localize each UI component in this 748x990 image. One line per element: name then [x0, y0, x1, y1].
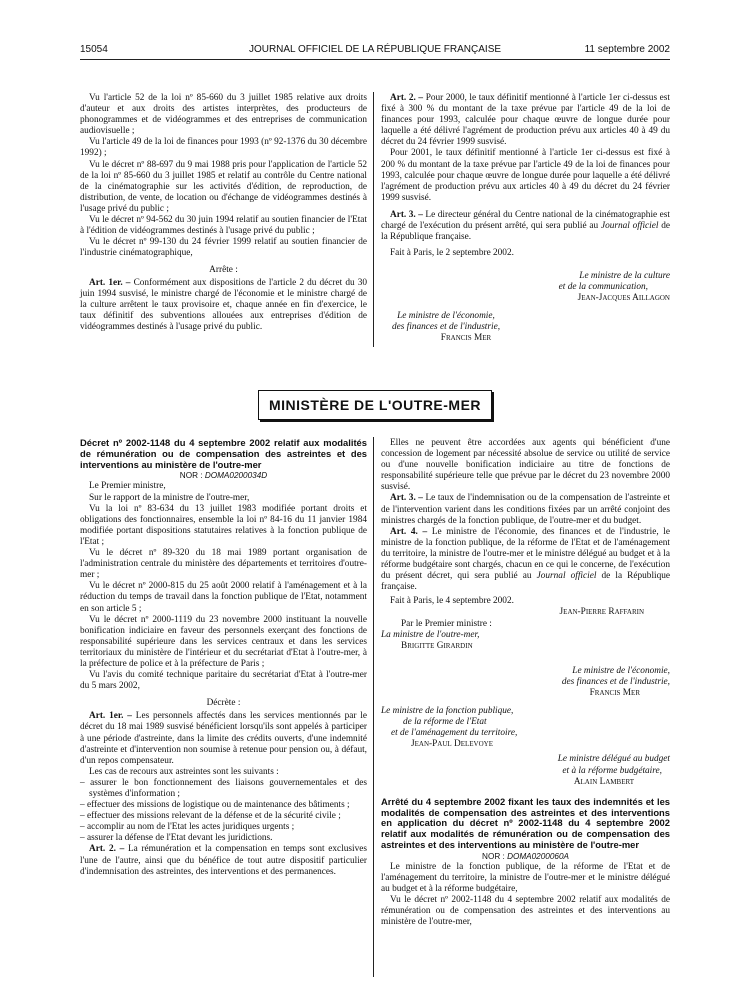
signatory-title: Le ministre de la culture: [579, 271, 670, 281]
article-paragraph: [80, 844, 367, 877]
journal-reference: Journal officiel: [536, 571, 597, 582]
visa-paragraph: Vu le décret nº 94-562 du 30 juin 1994 relatif au soutien financier de l'Etat à l'édition de vidéogrammes destinés à l'usage privé du public ;: [80, 215, 367, 237]
article-text: Pour 2000, le taux définitif mentionné à l'article 1er ci-dessus est fixé à 300 % du montant de la taxe prévue par l'article 49 de la loi de finances pour 1993, calculée pour chaque œuvre de longue durée pour laquelle a été délivré l'agrément de production prévu aux articles 40 à 49 du décret du 24 février 1999 susvisé.: [381, 93, 670, 148]
signatory-title: des finances et de l'industrie,: [391, 322, 501, 333]
article-paragraph: [381, 493, 670, 526]
article-paragraph: [80, 278, 367, 333]
signatory-title: Le ministre de l'économie,: [397, 311, 495, 321]
decree-title: Décret nº 2002-1148 du 4 septembre 2002 relatif aux modalités de rémunération ou de compensation des astreintes et des interventions au ministère de l'outre-mer: [80, 437, 367, 470]
article-text: La rémunération et la compensation en temps sont exclusives l'une de l'autre, ainsi que du bénéfice de tout autre dispositif particulier d'indemnisation des astreintes, des interventions et des permanences.: [80, 844, 368, 877]
signatory-title: Le ministre de la fonction publique,: [381, 706, 514, 717]
journal-title: JOURNAL OFFICIEL DE LA RÉPUBLIQUE FRANÇAISE: [248, 44, 502, 55]
visa-paragraph: Vu le décret nº 88-697 du 9 mai 1988 pris pour l'application de l'article 52 de la loi nº 85-660 du 3 juillet 1985 et relatif au contrôle du Centre national de la cinématographie sur les activités d'édition, de reproduction, de distribution, de vente, de location ou d'échange de vidéogrammes destinés à l'usage privé du public ;: [80, 159, 367, 214]
signatory-name: Alain Lambert: [573, 776, 634, 787]
issue-date: 11 septembre 2002: [584, 44, 670, 55]
article-label: Art. 2. –: [390, 93, 424, 103]
nor-code: DOMA0200034D: [204, 471, 268, 481]
article-text: Le ministre de l'économie, des finances et de l'industrie, le ministre de la fonction publique, de la réforme de l'Etat et de l'aménagement du territoire, la ministre de l'outre-mer et le ministre délégué au budget et à la réforme budgétaire sont chargés, chacun en ce qui le concerne, de l'exécution du présent décret, qui sera publié au: [381, 526, 671, 582]
article-label: Art. 1er. –: [89, 277, 131, 288]
preamble-paragraph: Sur le rapport de la ministre de l'outre-mer,: [89, 492, 250, 503]
nor-code: DOMA0200060A: [507, 851, 569, 861]
signatory-name: Jean-Jacques Aillagon: [577, 293, 670, 304]
article-paragraph: [80, 711, 367, 766]
arrete-title: Arrêté du 4 septembre 2002 fixant les taux des indemnités et les modalités de compensation des astreintes et des interventions en application du décret nº 2002-1148 du 4 septembre 2002 relatif aux modalités de rémunération ou de compensation des astreintes et des interventions au ministère de l'outre-mer: [381, 795, 670, 850]
signatory-name: Jean-Paul Delevoye: [411, 739, 493, 750]
signatory-title: de la réforme de l'Etat: [403, 717, 487, 728]
article-text: Les personnels affectés dans les services mentionnés par le décret du 18 mai 1989 susvisé bénéficient lorsqu'ils sont appelés à participer à une période d'astreinte, dans la limite des crédits ouverts, d'une indemnité d'astreinte et d'intervention non soumise à retenue pour pension ou, à défaut, d'un repos compensateur.: [80, 711, 368, 766]
article-label: Art. 2. –: [89, 844, 125, 855]
signature-intro: Par le Premier ministre :: [401, 618, 492, 629]
ministry-banner: MINISTÈRE DE L'OUTRE-MER: [258, 390, 492, 420]
list-item: – assurer la défense de l'Etat devant les juridictions.: [80, 833, 273, 844]
top-right-column: [381, 93, 670, 259]
article-text: Le taux de l'indemnisation ou de la compensation de l'astreinte et de l'intervention varient dans les conditions fixées par un arrêté conjoint des ministres chargés de la fonction publique, de l'outre-mer et du budget.: [381, 493, 671, 526]
signature-economy: [381, 311, 511, 344]
article-label: Art. 4. –: [390, 526, 428, 537]
signatory-title: Le ministre délégué au budget: [557, 754, 670, 765]
nor-label: NOR :: [179, 471, 203, 481]
visa-paragraph: Vu le décret nº 2002-1148 du 4 septembre 2002 relatif aux modalités de rémunération ou de compensation des astreintes et des interventions au ministère de l'outre-mer,: [381, 895, 670, 928]
nor-reference: [80, 470, 367, 481]
page-number: 15054: [80, 44, 108, 55]
article-text: de la République française.: [381, 571, 671, 593]
article-label: Art. 3. –: [390, 493, 423, 504]
article-text: Conformément aux dispositions de l'article 2 du décret du 30 juin 1994 susvisé, le ministre chargé de l'économie et le ministre chargé de la culture arrêtent le taux provisoire et, chaque année en fin d'exercice, le taux définitif des subventions allouées aux entreprises d'édition de vidéogrammes destinés à l'usage privé du public.: [80, 277, 367, 332]
article-label: Art. 1er. –: [89, 711, 132, 722]
visa-paragraph: Vu le décret nº 2000-815 du 25 août 2000 relatif à l'aménagement et à la réduction du temps de travail dans la fonction publique de l'Etat, notamment en son article 5 ;: [80, 581, 367, 614]
column-divider-bottom: [373, 437, 374, 977]
visa-paragraph: Vu le décret nº 2000-1119 du 23 novembre 2000 instituant la nouvelle bonification indiciaire en faveur des personnels exerçant des fonctions de responsabilité supérieure dans les services centraux et dans les services territoriaux du ministère de l'intérieur et du secrétariat d'Etat à l'outre-mer, à la préfecture de police et à la préfecture de Paris ;: [80, 614, 367, 669]
article-paragraph: [381, 210, 670, 243]
visa-paragraph: Vu le décret nº 99-130 du 24 février 1999 relatif au soutien financier de l'industrie cinématographique,: [80, 237, 367, 259]
article-text: Le directeur général du Centre national de la cinématographie est chargé de l'exécution du présent arrêté, qui sera publié au: [381, 209, 670, 232]
signatory-title: des finances et de l'industrie,: [561, 676, 670, 687]
signatory-title: et de l'aménagement du territoire,: [391, 728, 518, 739]
arrete-heading: Arrête :: [209, 265, 238, 276]
signatory-name: Jean-Pierre Raffarin: [559, 607, 644, 618]
signatory-title: et à la réforme budgétaire,: [562, 765, 662, 776]
list-intro: Les cas de recours aux astreintes sont les suivants :: [89, 766, 279, 777]
signatory-title: La ministre de l'outre-mer,: [381, 629, 480, 640]
list-item: – effectuer des missions relevant de la défense et de la sécurité civile ;: [80, 811, 341, 822]
nor-reference: [381, 851, 670, 862]
signatory-title: et de la communication,: [558, 282, 648, 293]
signatory-name: Francis Mer: [589, 687, 640, 698]
signatory-title: Le ministre de l'économie,: [572, 665, 670, 676]
signing-place-date: Fait à Paris, le 2 septembre 2002.: [390, 248, 514, 259]
signature-culture: [381, 271, 670, 304]
article-text: de la République française.: [381, 221, 671, 243]
article-paragraph: [381, 527, 670, 594]
signing-place-date: Fait à Paris, le 4 septembre 2002.: [390, 596, 514, 607]
top-left-column: [80, 93, 367, 333]
article-paragraph: Elles ne peuvent être accordées aux agents qui bénéficient d'une concession de logement par nécessité absolue de service ou utilité de service ou d'une nouvelle bonification indiciaire au titre de fonctions de responsabilité supérieure telle que prévue par le décret du 23 novembre 2000 susvisé.: [381, 438, 670, 493]
nor-label: NOR :: [482, 851, 505, 861]
visa-paragraph: Vu l'article 52 de la loi nº 85-660 du 3 juillet 1985 relative aux droits d'auteur et aux droits des artistes interprètes, des producteurs de phonogrammes et de vidéogrammes et des entreprises de communication audiovisuelle ;: [80, 93, 367, 137]
list-item: – assurer le bon fonctionnement des liaisons gouvernementales et des systèmes d'information ;: [80, 777, 367, 800]
article-label: Art. 3. –: [390, 209, 423, 220]
visa-paragraph: Vu l'article 49 de la loi de finances pour 1993 (nº 92-1376 du 30 décembre 1992) ;: [80, 137, 367, 159]
decret-right-column: [381, 438, 670, 928]
signatory-name: Brigitte Girardin: [401, 640, 473, 651]
visa-paragraph: Vu la loi nº 83-634 du 13 juillet 1983 modifiée portant droits et obligations des fonctionnaires, ensemble la loi nº 84-16 du 11 janvier 1984 modifiée portant dispositions statutaires relatives à la fonction publique de l'Etat ;: [80, 503, 367, 547]
signatory-name: Francis Mer: [440, 333, 492, 344]
column-divider-top: [373, 92, 374, 347]
preamble-paragraph: Le ministre de la fonction publique, de la réforme de l'Etat et de l'aménagement du territoire, la ministre de l'outre-mer et le ministre délégué au budget et à la réforme budgétaire,: [381, 861, 670, 894]
decrete-heading: Décrète :: [206, 698, 241, 709]
list-item: – effectuer des missions de logistique ou de maintenance des bâtiments ;: [80, 800, 350, 811]
visa-paragraph: Vu l'avis du comité technique paritaire du secrétariat d'Etat à l'outre-mer du 5 mars 2002,: [80, 670, 367, 692]
header-rule: [80, 59, 670, 60]
list-item: – accomplir au nom de l'Etat les actes juridiques urgents ;: [80, 822, 295, 833]
decret-left-column: [80, 438, 367, 878]
journal-reference: Journal officiel: [600, 221, 659, 232]
article-paragraph: [381, 93, 670, 148]
preamble-paragraph: Le Premier ministre,: [89, 481, 166, 492]
visa-paragraph: Vu le décret nº 89-320 du 18 mai 1989 portant organisation de l'administration centrale du ministère des départements et territoires d'outre-mer ;: [80, 548, 367, 581]
page-header: [80, 44, 670, 58]
article-paragraph: Pour 2001, le taux définitif mentionné à l'article 1er ci-dessus est fixé à 200 % du montant de la taxe prévue par l'article 49 de la loi de finances pour 1993, calculée pour chaque œuvre de longue durée pour laquelle a été délivré l'agrément de production prévu aux articles 40 à 49 du décret du 24 février 1999 susvisé.: [381, 148, 670, 203]
